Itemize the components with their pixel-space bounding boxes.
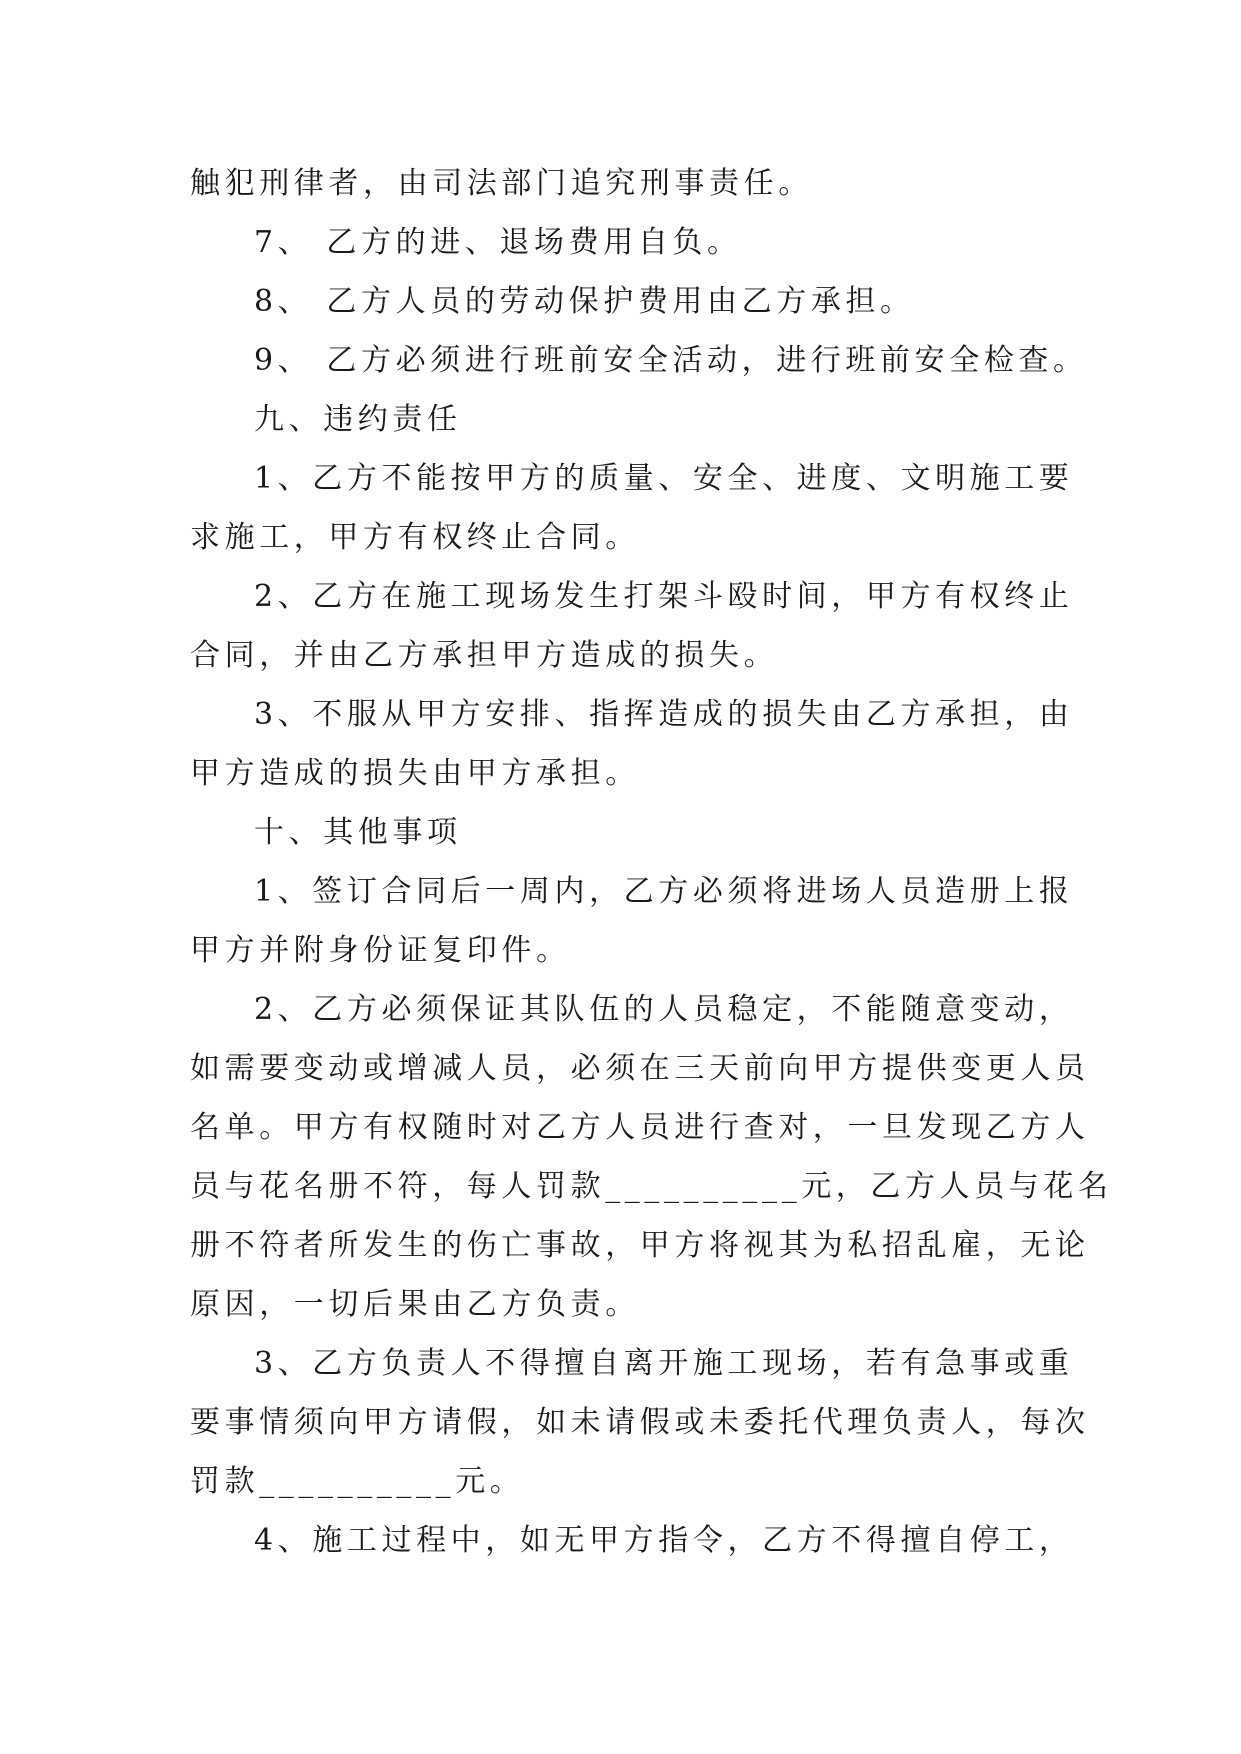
text-line: 触犯刑律者，由司法部门追究刑事责任。 xyxy=(190,166,813,201)
text-line: 甲方造成的损失由甲方承担。 xyxy=(190,756,640,791)
text-line: 2、乙方在施工现场发生打架斗殴时间，甲方有权终止 xyxy=(254,579,1074,614)
text-line: 原因，一切后果由乙方负责。 xyxy=(190,1287,640,1322)
text-line: 要事情须向甲方请假，如未请假或未委托代理负责人，每次 xyxy=(190,1405,1090,1440)
text-line: 1、乙方不能按甲方的质量、安全、进度、文明施工要 xyxy=(254,461,1074,496)
text-line: 如需要变动或增减人员，必须在三天前向甲方提供变更人员 xyxy=(190,1051,1090,1086)
text-line: 1、签订合同后一周内，乙方必须将进场人员造册上报 xyxy=(254,874,1074,909)
text-line: 罚款__________元。 xyxy=(190,1464,525,1499)
text-line: 4、施工过程中，如无甲方指令，乙方不得擅自停工， xyxy=(254,1523,1074,1558)
text-line: 9、 乙方必须进行班前安全活动，进行班前安全检查。 xyxy=(254,343,1088,378)
text-line: 册不符者所发生的伤亡事故，甲方将视其为私招乱雇，无论 xyxy=(190,1228,1090,1263)
text-line: 名单。甲方有权随时对乙方人员进行查对，一旦发现乙方人 xyxy=(190,1110,1090,1145)
text-line: 2、乙方必须保证其队伍的人员稳定，不能随意变动， xyxy=(254,992,1074,1027)
text-line: 3、不服从甲方安排、指挥造成的损失由乙方承担，由 xyxy=(254,697,1074,732)
text-line: 8、 乙方人员的劳动保护费用由乙方承担。 xyxy=(254,284,915,319)
text-line: 3、乙方负责人不得擅自离开施工现场，若有急事或重 xyxy=(254,1346,1074,1381)
text-line: 员与花名册不符，每人罚款__________元，乙方人员与花名 xyxy=(190,1169,1113,1204)
text-line: 求施工，甲方有权终止合同。 xyxy=(190,520,640,555)
text-line: 7、 乙方的进、退场费用自负。 xyxy=(254,225,742,260)
section-heading: 十、其他事项 xyxy=(254,815,462,850)
text-line: 合同，并由乙方承担甲方造成的损失。 xyxy=(190,638,779,673)
section-heading: 九、违约责任 xyxy=(254,402,462,437)
text-line: 甲方并附身份证复印件。 xyxy=(190,933,571,968)
